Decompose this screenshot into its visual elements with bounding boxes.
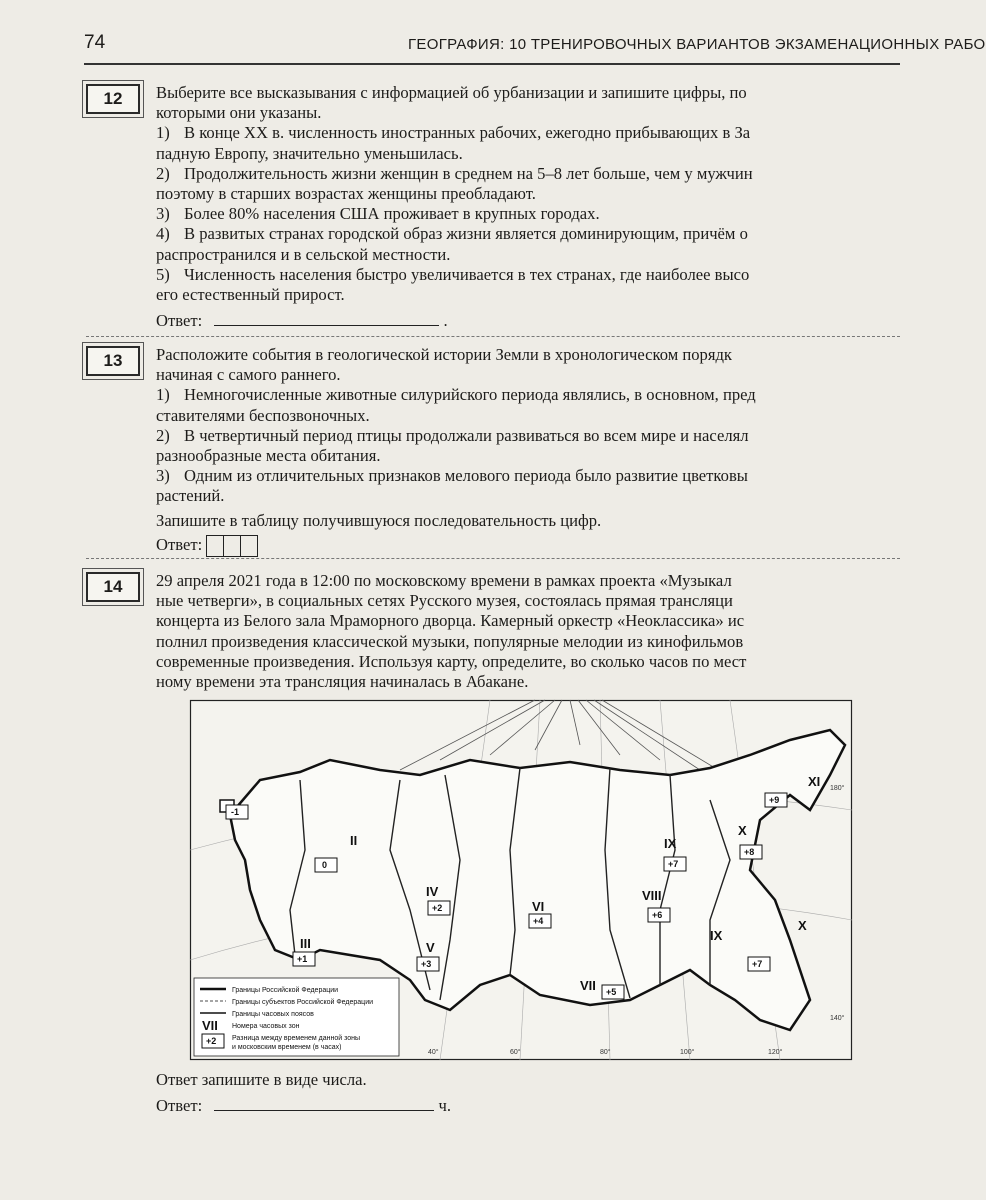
zone-offset: +7 — [668, 859, 679, 869]
legend-offset-sample: +2 — [206, 1036, 217, 1046]
question-number-14: 14 — [86, 572, 140, 602]
degree-label: 140° — [830, 1015, 845, 1022]
header-rule — [84, 63, 900, 65]
zone-offset: +3 — [421, 959, 432, 969]
question-number-12: 12 — [86, 84, 140, 114]
q13-option: 2) В четвертичный период птицы продолжали развиваться во всем мире и населял разнообразные места обитания. — [156, 425, 749, 466]
legend-item: Границы субъектов Российской Федерации — [232, 999, 374, 1006]
separator — [86, 336, 900, 337]
degree-label: 180° — [830, 785, 845, 792]
legend-item: Разница между временем данной зоны — [232, 1035, 361, 1042]
zone-numeral: XI — [808, 774, 821, 789]
zone-offset: +2 — [432, 903, 443, 913]
q12-prompt-line: Выберите все высказывания с информацией об урбанизации и запишите цифры, по — [156, 83, 747, 102]
legend-item: и московским временем (в часах) — [232, 1044, 342, 1051]
degree-label: 100° — [680, 1049, 695, 1056]
q13-option: 1) Немногочисленные животные силурийского периода являлись, в основном, пред ставителями беспозвоночных. — [156, 385, 756, 425]
question-13 — [156, 345, 930, 557]
zone-numeral: IX — [710, 928, 723, 943]
answer-label: Ответ: — [156, 311, 203, 331]
q13-prompt-line: начиная с самого раннего. — [156, 365, 341, 385]
question-number-13: 13 — [86, 346, 140, 376]
answer-field[interactable] — [214, 311, 439, 326]
answer-label: Ответ: — [156, 1096, 203, 1116]
q12-option: 5) Численность населения быстро увеличивается в тех странах, где наиболее высо его естественный прирост. — [156, 264, 750, 305]
kaliningrad-offset: -1 — [231, 807, 240, 817]
q14-instruction: Ответ запишите в виде числа. — [156, 1070, 367, 1089]
q12-option: 1) В конце XX в. численность иностранных рабочих, ежегодно прибывающих в За падную Европу, значительно уменьшилась. — [156, 123, 751, 163]
q12-options — [156, 123, 930, 305]
question-14 — [156, 571, 930, 692]
answer-end: . — [443, 311, 448, 331]
q12-option: 4) В развитых странах городской образ жизни является доминирующим, причём о распространился и в сельской местности. — [156, 224, 748, 264]
zone-numeral: II — [350, 833, 358, 848]
degree-label: 60° — [510, 1049, 521, 1056]
zone-numeral: III — [300, 936, 311, 951]
time-zone-map — [190, 700, 852, 1060]
q12-option: 2) Продолжительность жизни женщин в среднем на 5–8 лет больше, чем у мужчин поэтому в старших возрастах женщины преобладают. — [156, 163, 753, 204]
q14-answer — [156, 1096, 930, 1116]
answer-cells[interactable] — [206, 535, 258, 557]
q13-answer — [156, 535, 930, 557]
q12-option: 3) Более 80% населения США проживает в крупных городах. — [156, 204, 600, 224]
zone-offset: 0 — [322, 860, 328, 870]
q13-options — [156, 385, 930, 506]
zone-numeral: VII — [580, 978, 596, 993]
q14-text-line: ные четверги», в социальных сетях Русского музея, состоялась прямая трансляци — [156, 591, 733, 611]
question-12 — [156, 83, 930, 331]
q13-prompt-line: Расположите события в геологической истории Земли в хронологическом порядк — [156, 345, 732, 364]
degree-label: 40° — [428, 1049, 439, 1056]
zone-offset: +5 — [606, 987, 617, 997]
q14-text-line: концерта из Белого зала Мраморного дворца. Камерный оркестр «Неоклассика» ис — [156, 611, 745, 631]
running-title: ГЕОГРАФИЯ: 10 ТРЕНИРОВОЧНЫХ ВАРИАНТОВ ЭКЗАМЕНАЦИОННЫХ РАБО — [408, 36, 986, 53]
degree-label: 80° — [600, 1049, 611, 1056]
zone-offset: +7 — [752, 959, 763, 969]
zone-numeral: VIII — [642, 888, 662, 903]
q12-answer — [156, 311, 930, 331]
zone-numeral: X — [798, 918, 807, 933]
legend-item: Границы Российской Федерации — [232, 987, 339, 994]
zone-numeral: IX — [664, 836, 677, 851]
answer-field[interactable] — [214, 1096, 434, 1111]
q13-option: 3) Одним из отличительных признаков мелового периода было развитие цветковы растений. — [156, 466, 748, 506]
zone-numeral: VI — [532, 899, 545, 914]
zone-offset: +6 — [652, 910, 663, 920]
q14-text-line: 29 апреля 2021 года в 12:00 по московскому времени в рамках проекта «Музыкал — [156, 571, 732, 590]
zone-offset: +4 — [533, 916, 544, 926]
zone-numeral: IV — [426, 884, 439, 899]
separator — [86, 558, 900, 559]
legend-zone-sample: VII — [202, 1018, 218, 1033]
zone-offset: +1 — [297, 954, 308, 964]
map-legend — [194, 978, 399, 1056]
answer-unit: ч. — [438, 1096, 452, 1116]
q14-text-line: полнил произведения классической музыки, популярные мелодии из кинофильмов — [156, 631, 744, 651]
zone-numeral: X — [738, 823, 747, 838]
degree-label: 120° — [768, 1049, 783, 1056]
q14-text-line: современные произведения. Используя карту, определите, во сколько часов по мест — [156, 651, 747, 671]
q12-prompt-line: которыми они указаны. — [156, 103, 322, 123]
zone-offset: +9 — [769, 795, 780, 805]
answer-label: Ответ: — [156, 534, 203, 554]
zone-numeral: V — [426, 940, 435, 955]
q13-instruction: Запишите в таблицу получившуюся последовательность цифр. — [156, 510, 602, 530]
zone-offset: +8 — [744, 847, 755, 857]
q14-answer-block — [156, 1070, 930, 1116]
page-number: 74 — [84, 32, 106, 53]
legend-item: Номера часовых зон — [232, 1023, 300, 1030]
legend-item: Границы часовых поясов — [232, 1011, 314, 1018]
q14-text-line: ному времени эта трансляция начиналась в Абакане. — [156, 672, 529, 692]
